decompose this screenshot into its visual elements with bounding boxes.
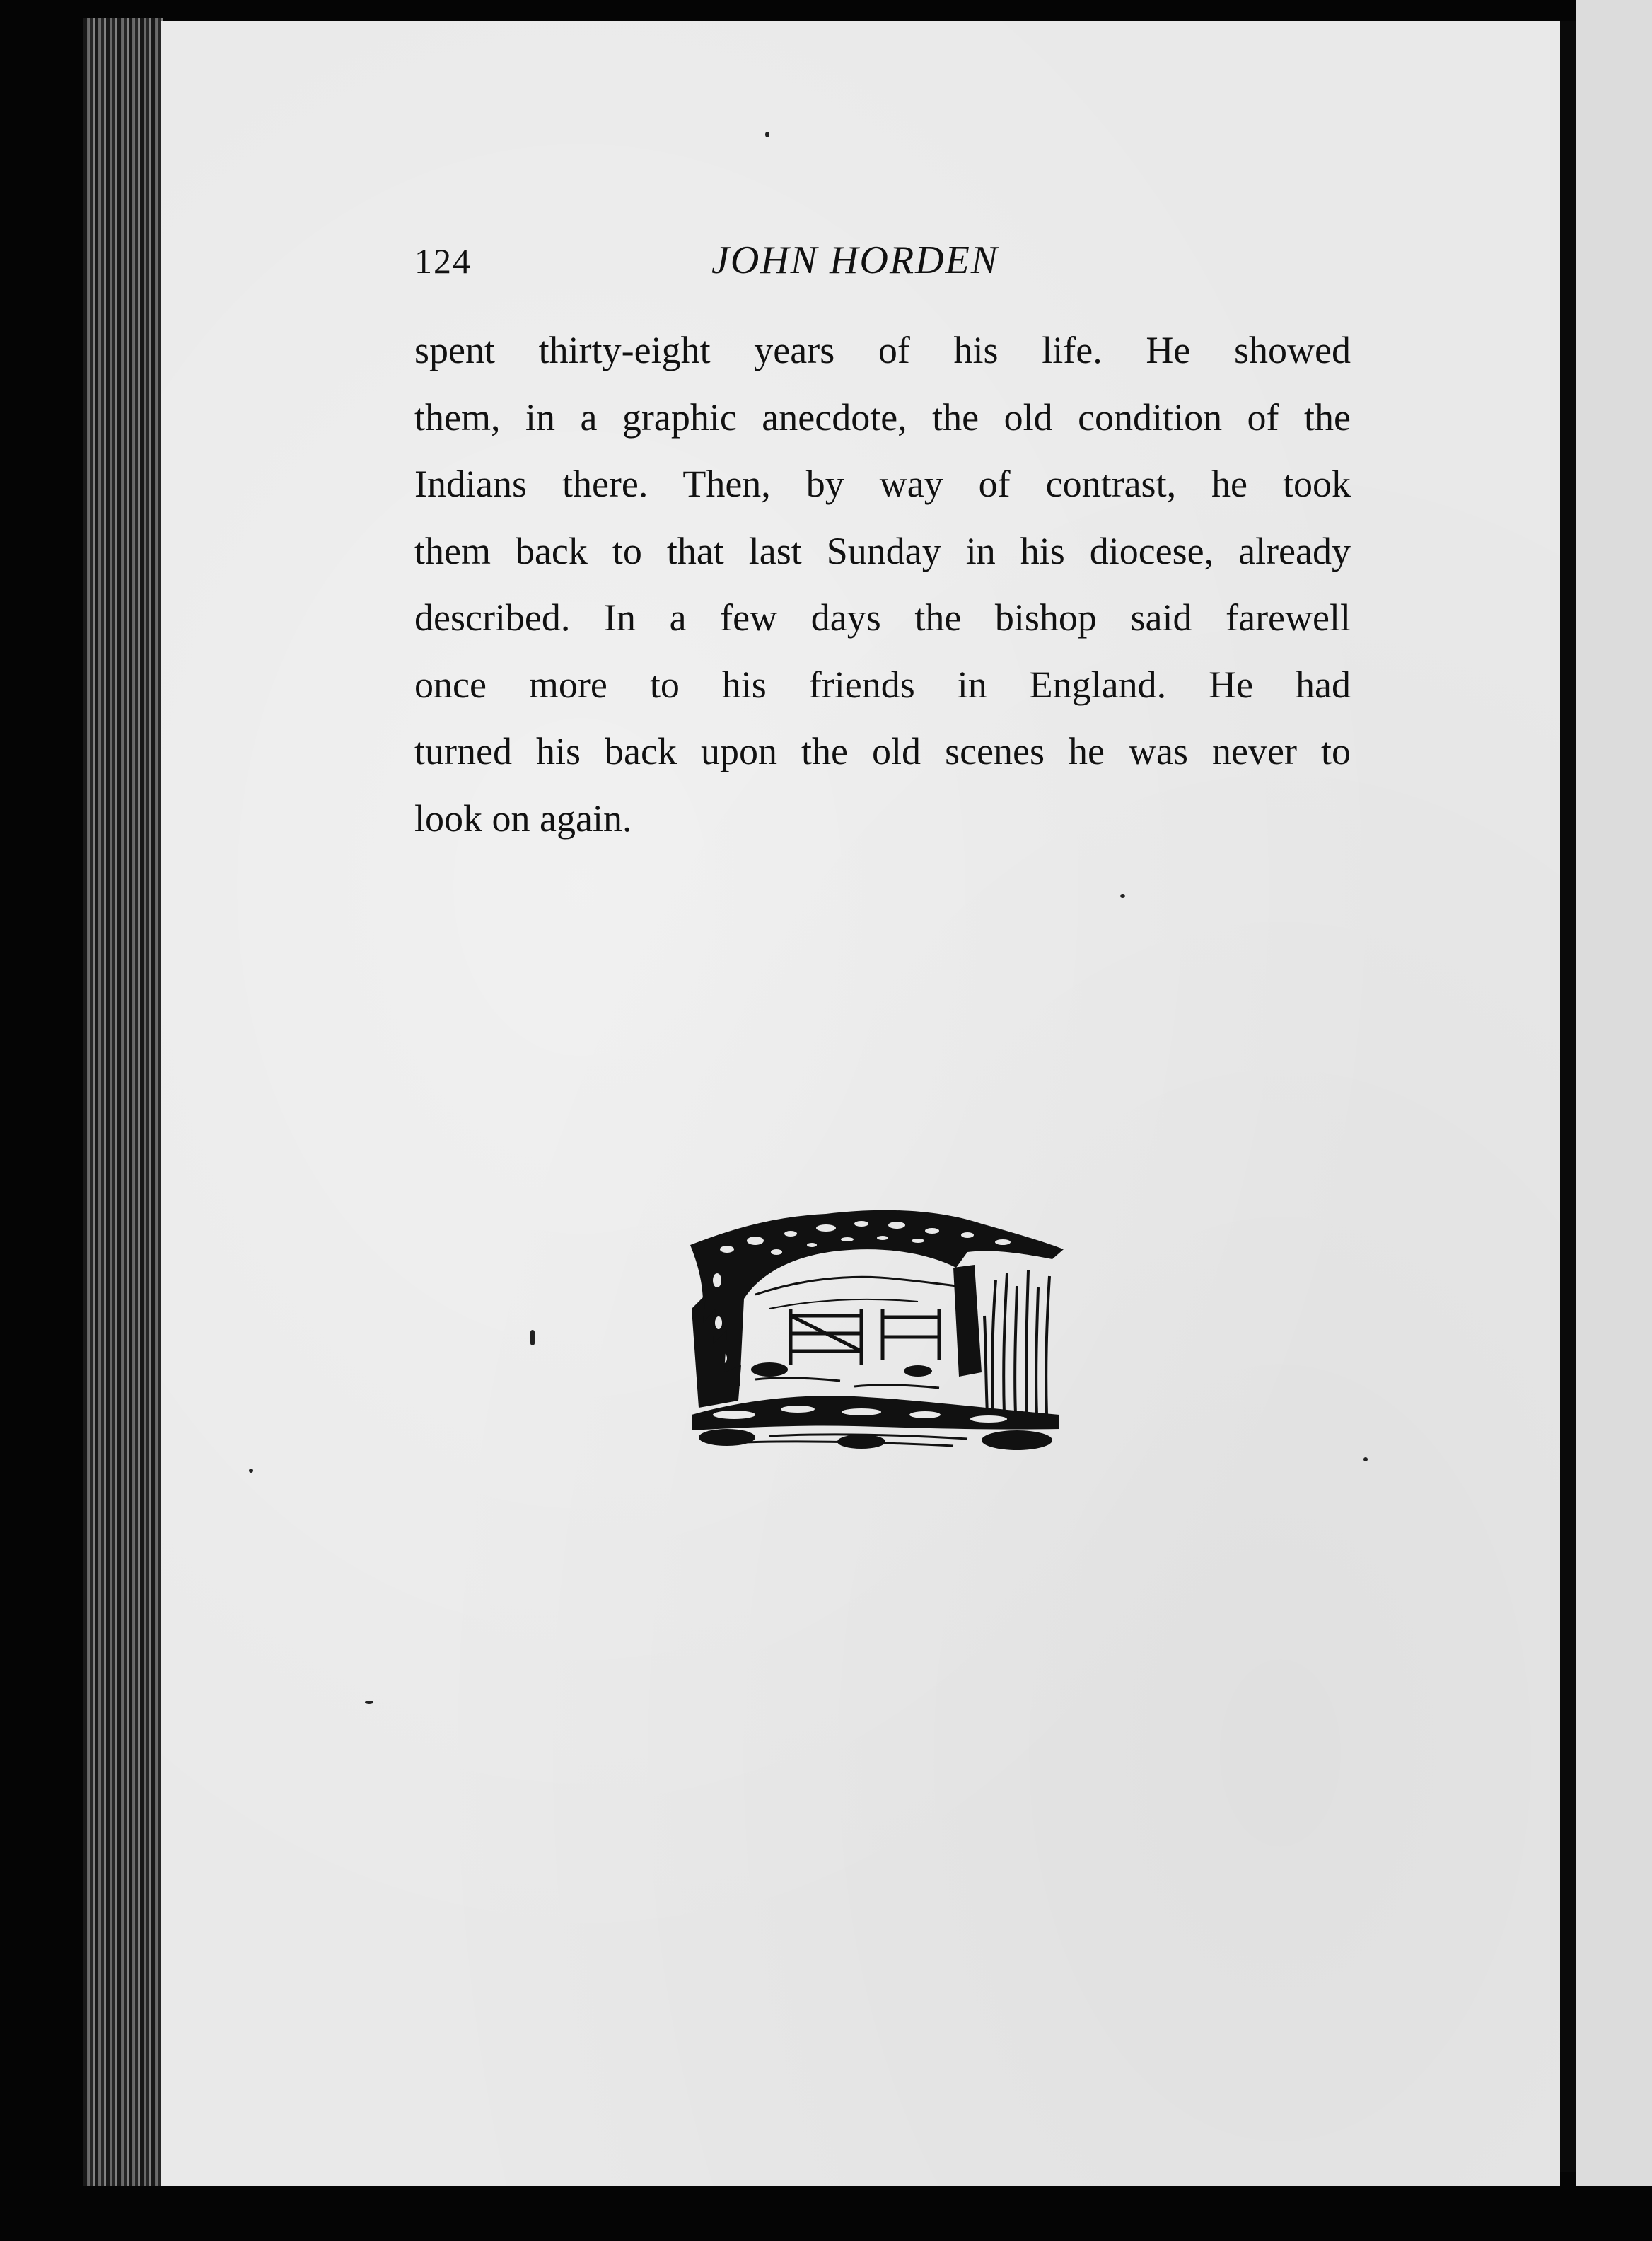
text-line: spent thirty-eight years of his life. He showed <box>414 329 1351 371</box>
page-stack-edges <box>83 18 163 2190</box>
scan-speck <box>1120 894 1125 898</box>
scan-bottom-border <box>0 2186 1652 2241</box>
text-line: Indians there. Then, by way of contrast, he took <box>414 463 1351 505</box>
scan-speck <box>530 1330 535 1345</box>
text-line: once more to his friends in England. He had <box>414 663 1351 706</box>
page-number: 124 <box>414 241 472 281</box>
bridge-vignette-icon <box>685 1203 1066 1457</box>
text-line: described. In a few days the bishop said farewell <box>414 596 1351 639</box>
text-line: turned his back upon the old scenes he was never to <box>414 730 1351 772</box>
text-line: look on again. <box>414 797 632 840</box>
scan-speck <box>1363 1457 1368 1461</box>
text-line: them back to that last Sunday in his diocese, already <box>414 529 1351 572</box>
scan-speck <box>765 132 769 137</box>
scan-speck <box>365 1701 373 1704</box>
scan-speck <box>249 1469 253 1473</box>
page-header <box>414 238 1351 290</box>
running-title: JOHN HORDEN <box>711 238 999 282</box>
adjacent-page-edge <box>1576 0 1652 2241</box>
gutter-shadow <box>1560 21 1576 2172</box>
text-line: them, in a graphic anecdote, the old condition of the <box>414 395 1351 439</box>
body-text <box>414 317 1351 852</box>
